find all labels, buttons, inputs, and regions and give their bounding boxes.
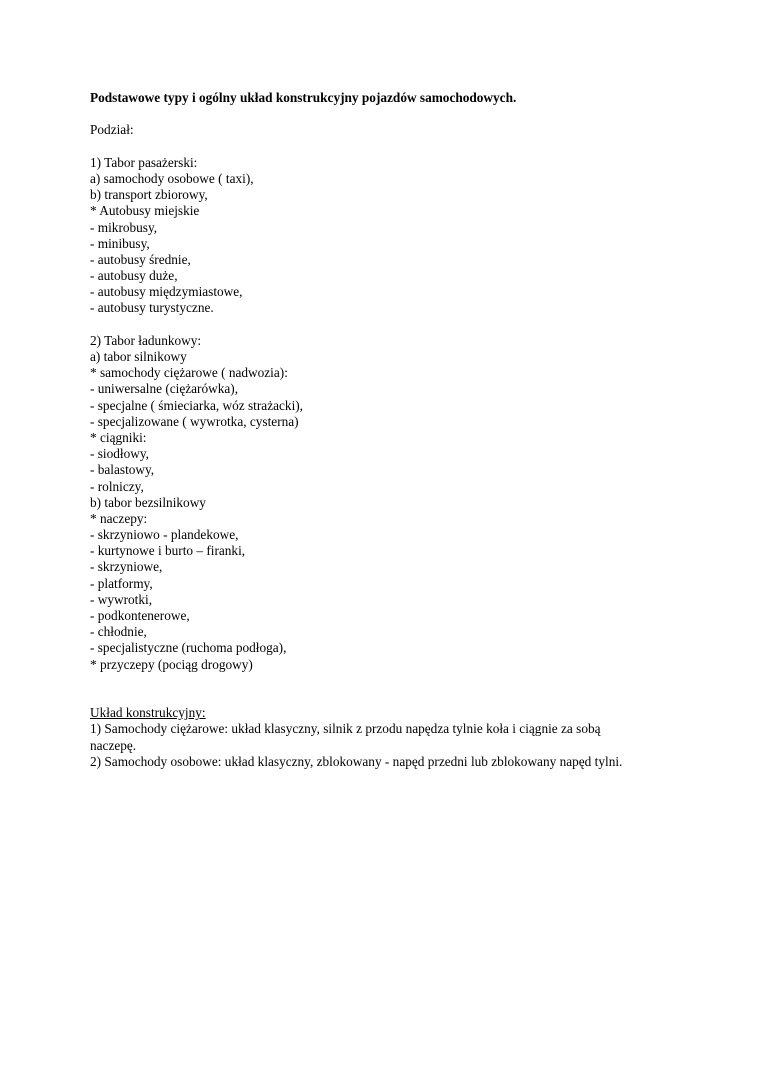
list-line: - chłodnie, [90, 624, 147, 640]
list-line: - specjalne ( śmieciarka, wóz strażacki), [90, 397, 304, 413]
list-line: - autobusy międzymiastowe, [90, 284, 243, 300]
list-line: 1) Tabor pasażerski: [90, 154, 198, 170]
document-body [90, 90, 690, 770]
spacer [90, 317, 690, 333]
list-line: - wywrotki, [90, 591, 153, 607]
section-passenger [90, 155, 690, 317]
uklad-item-1-line-1: 1) Samochody ciężarowe: układ klasyczny, silnik z przodu napędza tylnie koła i ciągnie za sobą [90, 721, 601, 737]
list-line: a) samochody osobowe ( taxi), [90, 170, 254, 186]
list-line: - siodłowy, [90, 446, 149, 462]
spacer [90, 139, 690, 155]
list-line: * naczepy: [90, 510, 148, 526]
list-line: * samochody ciężarowe ( nadwozia): [90, 365, 288, 381]
spacer [90, 106, 690, 122]
uklad-heading: Układ konstrukcyjny: [90, 705, 206, 721]
list-line: - skrzyniowo - plandekowe, [90, 527, 239, 543]
list-line: * przyczepy (pociąg drogowy) [90, 656, 253, 672]
list-line: - uniwersalne (ciężarówka), [90, 381, 239, 397]
list-line: - autobusy średnie, [90, 251, 191, 267]
list-line: - minibusy, [90, 235, 150, 251]
list-line: - rolniczy, [90, 478, 144, 494]
section-cargo [90, 333, 690, 673]
podzial-label: Podział: [90, 122, 134, 138]
list-line: a) tabor silnikowy [90, 349, 187, 364]
list-line: b) tabor bezsilnikowy [90, 494, 206, 510]
spacer [90, 673, 690, 689]
document-title: Podstawowe typy i ogólny układ konstrukcyjny pojazdów samochodowych. [90, 90, 517, 105]
list-line: - specjalizowane ( wywrotka, cysterna) [90, 413, 299, 429]
list-line: - autobusy duże, [90, 268, 178, 284]
list-line: b) transport zbiorowy, [90, 187, 208, 203]
list-line: - balastowy, [90, 462, 155, 478]
uklad-item-2: 2) Samochody osobowe: układ klasyczny, zblokowany - napęd przedni lub zblokowany napęd tylni. [90, 753, 623, 769]
spacer [90, 689, 690, 705]
list-line: - platformy, [90, 575, 153, 591]
list-line: - kurtynowe i burto – firanki, [90, 543, 246, 559]
section-uklad [90, 705, 690, 770]
list-line: - specjalistyczne (ruchoma podłoga), [90, 640, 287, 656]
list-line: - skrzyniowe, [90, 559, 163, 575]
uklad-item-1-line-2: naczepę. [90, 737, 137, 753]
list-line: * ciągniki: [90, 429, 147, 445]
list-line: - mikrobusy, [90, 219, 158, 235]
list-line: - autobusy turystyczne. [90, 300, 214, 316]
list-line: - podkontenerowe, [90, 608, 190, 623]
list-line: 2) Tabor ładunkowy: [90, 332, 202, 348]
list-line: * Autobusy miejskie [90, 203, 200, 219]
